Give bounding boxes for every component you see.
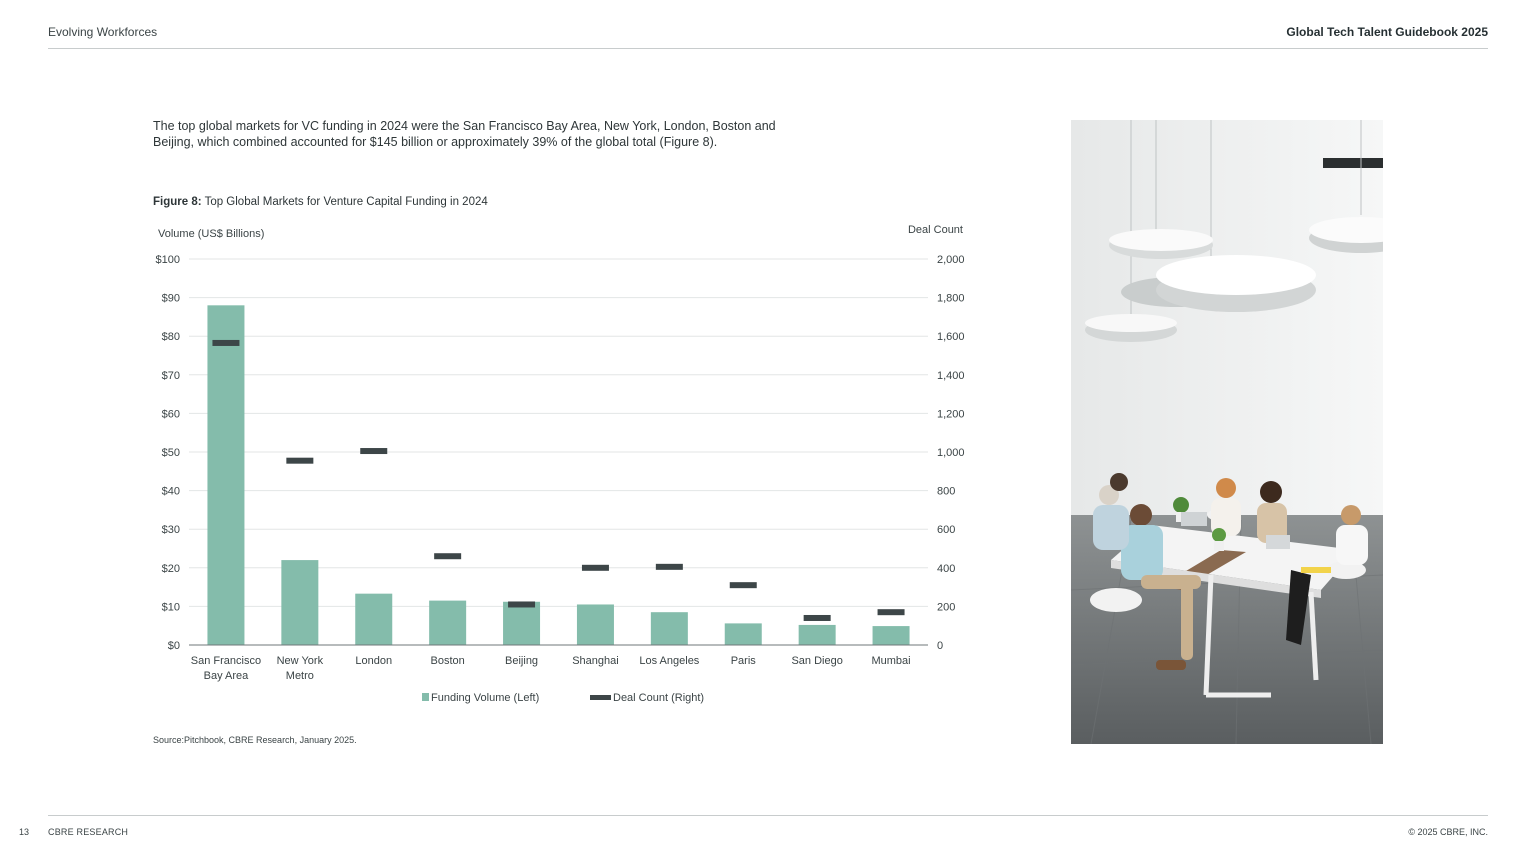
funding-volume-bar [799,625,836,645]
left-tick-label: $100 [155,254,180,266]
right-tick-label: 1,000 [937,447,965,459]
legend-label-funding: Funding Volume (Left) [431,692,540,704]
vc-funding-chart [140,218,980,718]
right-tick-label: 2,000 [937,254,965,266]
right-tick-label: 1,600 [937,331,965,344]
right-tick-label: 200 [937,601,956,614]
legend-label-deal-count: Deal Count (Right) [613,692,705,704]
right-tick-label: 600 [937,524,956,537]
deal-count-marker [804,615,831,621]
left-tick-label: $80 [161,331,180,344]
deal-count-marker [360,448,387,454]
category-label: Shanghai [572,655,619,667]
deal-count-marker [656,564,683,570]
deal-count-marker [508,601,535,607]
figure-label: Figure 8: [153,196,202,208]
category-label: Bay Area [203,670,249,682]
funding-volume-bar [873,626,910,645]
category-label: Metro [285,670,314,682]
category-label: Paris [730,655,756,667]
publication-title: Global Tech Talent Guidebook 2025 [1286,25,1488,39]
legend-swatch-funding [422,693,429,701]
category-label: Mumbai [871,655,911,667]
right-tick-label: 1,200 [937,408,965,421]
footer-divider [48,815,1488,816]
left-tick-label: $70 [161,369,180,382]
header-divider [48,48,1488,49]
right-tick-label: 0 [937,640,944,652]
deal-count-marker [286,458,313,464]
legend-swatch-deal-count [590,695,611,700]
footer-brand: CBRE RESEARCH [48,827,129,837]
right-tick-label: 400 [937,562,956,575]
category-label: Boston [430,655,465,667]
right-tick-label: 1,400 [937,369,965,382]
left-tick-label: $50 [161,447,180,459]
funding-volume-bar [651,612,688,645]
right-axis-title: Deal Count [907,224,963,236]
left-tick-label: $0 [167,640,180,652]
figure-caption: Top Global Markets for Venture Capital Funding in 2024 [204,196,488,208]
category-label: San Diego [791,655,843,667]
category-label: San Francisco [190,655,262,667]
funding-volume-bar [207,305,244,645]
funding-volume-bar [429,601,466,645]
right-tick-label: 1,800 [937,292,965,305]
category-label: Los Angeles [639,655,700,667]
figure-title [153,196,488,208]
deal-count-marker [212,340,239,346]
left-tick-label: $40 [161,485,180,498]
funding-volume-bar [281,560,318,645]
footer-copyright: © 2025 CBRE, INC. [1408,827,1488,837]
left-tick-label: $30 [161,524,180,537]
left-axis-title: Volume (US$ Billions) [158,228,265,240]
funding-volume-bar [577,604,614,645]
left-tick-label: $20 [161,562,180,575]
section-title: Evolving Workforces [48,25,158,39]
funding-volume-bar [355,594,392,645]
source-note: Source:Pitchbook, CBRE Research, January 2025. [153,735,357,745]
category-label: Beijing [505,655,539,667]
category-label: London [355,655,393,667]
deal-count-marker [730,582,757,588]
deal-count-marker [434,553,461,559]
funding-volume-bar [503,602,540,645]
left-tick-label: $60 [161,408,180,421]
right-tick-label: 800 [937,485,956,498]
page-number: 13 [19,827,30,837]
office-meeting-photo [1071,120,1383,744]
deal-count-marker [582,565,609,571]
deal-count-marker [878,609,905,615]
funding-volume-bar [725,623,762,645]
category-label: New York [276,655,324,667]
left-tick-label: $10 [161,601,180,614]
intro-paragraph: The top global markets for VC funding in 2024 were the San Francisco Bay Area, New York, London, Boston and Beijing, which combined accounted for $145 billion or approximately 39% of the global total (Figure 8). [153,119,776,149]
left-tick-label: $90 [161,292,180,305]
